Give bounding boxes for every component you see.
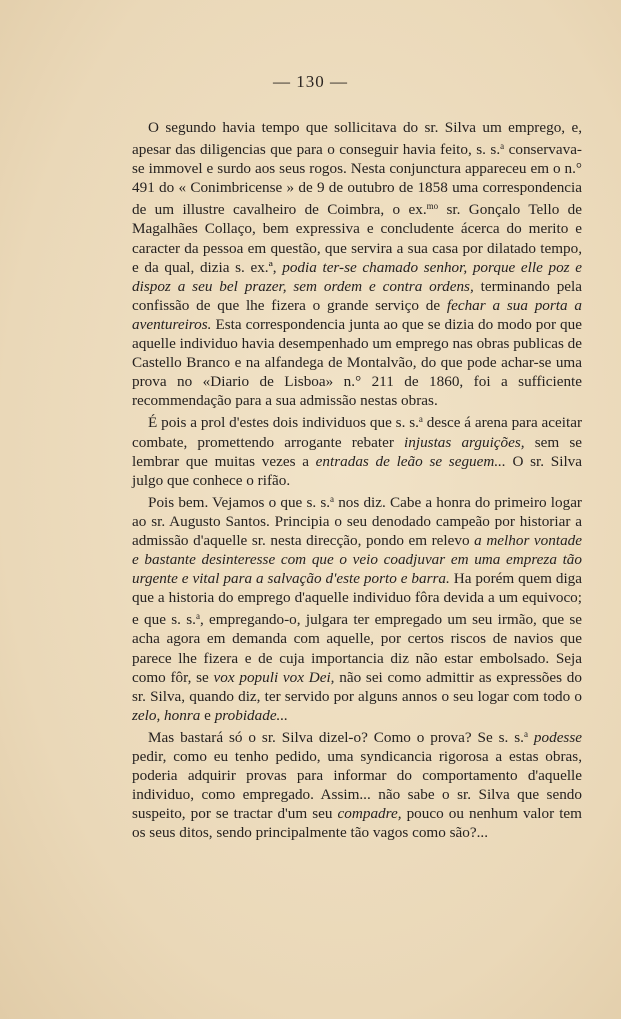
italic-text: probidade... <box>214 706 288 724</box>
italic-text: a melhor vontade e bastante desinteresse com que o veio coadjuvar em uma empreza tão urgente e vital para a salvação d'este porto e barra. <box>132 531 583 588</box>
text-run: sem se lembrar que muitas vezes a <box>132 433 582 470</box>
text-run: e <box>200 706 215 724</box>
text-run: sr. Gonçalo Tello de Magalhães Collaço, bem expressiva e concludente ácerca do merito e caracter da pessoa em questão, que servira a sua casa por dilatado tempo, e da qual, dizia s. ex.ª, <box>132 201 582 276</box>
italic-text: podesse <box>533 728 582 746</box>
superscript-text: a <box>195 611 200 622</box>
text-run: nos diz. Cabe a honra do primeiro logar ao sr. Augusto Santos. Principia o seu denodado campeão por historiar a admissão d'aquelle sr. nesta direcção, pondo em relevo <box>132 493 582 549</box>
text-run: pouco ou nenhum valor tem os seus ditos, sendo principalmente tão vagos como são?... <box>132 805 582 842</box>
paragraph <box>132 118 582 410</box>
italic-text: zelo, honra <box>132 706 201 724</box>
superscript-text: a <box>523 728 528 739</box>
text-run: , empregando-o, julgara ter empregado um seu irmão, que se acha agora em demanda com aquelle, por certos riscos de navios que parece lhe fizera e de cuja importancia diz não estar embolsado. Seja como fôr, se <box>132 611 582 686</box>
text-run: não sei como admittir as expressões do sr. Silva, quando diz, ter servido por alguns annos o seu logar com todo o <box>132 668 582 705</box>
text-run: desce á arena para aceitar combate, promettendo arrogante rebater <box>132 414 583 451</box>
text-run: pedir, como eu tenho pedido, uma syndicancia rigorosa a estas obras, poderia adquirir provas para informar do comportamento d'aquelle individuo, como empregado. Assim... não sabe o sr. Silva que sendo suspeito, por se tractar d'um seu <box>132 748 582 823</box>
text-run: O segundo havia tempo que sollicitava do sr. Silva um emprego, e, apesar das diligencias que para o conseguir havia feito, s. s. <box>132 119 582 159</box>
superscript-text: mo <box>426 201 439 212</box>
paragraph <box>132 725 582 843</box>
text-run: O sr. Silva julgo que conhece o rifão. <box>132 452 582 489</box>
text-run: Mas bastará só o sr. Silva dizel-o? Como o prova? Se s. s. <box>148 728 524 746</box>
italic-text: injustas arguições, <box>404 433 525 451</box>
italic-text: podia ter-se chamado senhor, porque elle poz e dispoz a seu bel prazer, sem ordem e contra ordens, <box>132 258 582 295</box>
text-run: Pois bem. Vejamos o que s. s. <box>148 493 331 511</box>
superscript-text: a <box>330 493 335 504</box>
italic-text: compadre, <box>337 805 402 823</box>
text-run: conservava-se immovel e surdo aos seus rogos. Nesta conjunctura appareceu em o n.° 491 do « Conimbricense » de 9 de outubro de 1858 uma correspondencia de um illustre cavalheiro de Coimbra, o ex. <box>132 141 582 219</box>
text-run: Esta correspondencia junta ao que se dizia do modo por que aquelle individuo havia desempenhado um emprego nas obras publicas de Castello Branco e na alfandega de Montalvão, do que pode achar-se uma prova no «Diario de Lisboa» n.° 211 de 1860, foi a sufficiente recommendação para a sua admissão nestas obras. <box>132 315 583 410</box>
superscript-text: a <box>418 414 423 425</box>
superscript-text: a <box>500 141 505 152</box>
italic-text: fechar a sua porta a aventureiros. <box>132 296 582 333</box>
page-number: — 130 — <box>273 72 348 91</box>
italic-text: vox populi vox Dei, <box>213 668 335 686</box>
text-run: É pois a prol d'estes dois individuos que s. s. <box>148 414 419 432</box>
text-run: terminando pela confissão de que lhe fizera o grande serviço de <box>132 277 582 314</box>
paragraph <box>132 490 582 725</box>
text-run: Ha porém quem diga que a historia do emprego d'aquelle individuo fôra devida a um equivoco; e que s. s. <box>132 570 582 629</box>
paragraph <box>132 410 582 489</box>
body-text <box>132 118 582 842</box>
italic-text: entradas de leão se seguem... <box>315 452 506 470</box>
